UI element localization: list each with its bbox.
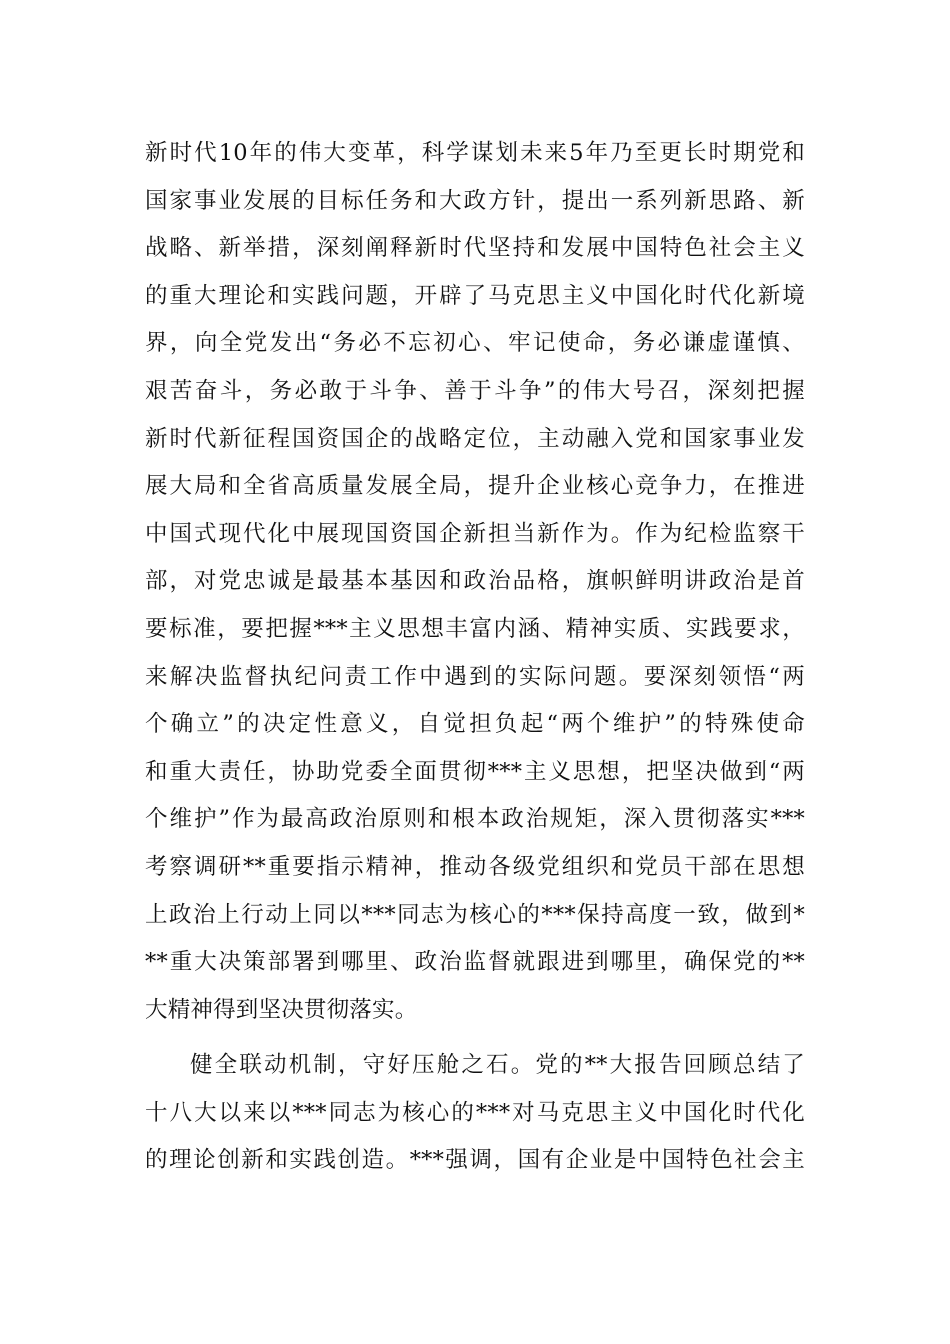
text-line: 国家事业发展的目标任务和大政方针，提出一系列新思路、新 [145, 187, 805, 214]
text-line: 上政治上行动上同以***同志为核心的***保持高度一致，做到* [145, 901, 805, 928]
text-line: 和重大责任，协助党委全面贯彻***主义思想，把坚决做到“两 [145, 758, 805, 785]
text-line: 的理论创新和实践创造。***强调，国有企业是中国特色社会主 [145, 1147, 805, 1174]
text-line: 十八大以来以***同志为核心的***对马克思主义中国化时代化 [145, 1099, 805, 1126]
text-line: 艰苦奋斗，务必敢于斗争、善于斗争”的伟大号召，深刻把握 [145, 377, 805, 404]
paragraph-1 [145, 130, 805, 1034]
text-line: 新时代新征程国资国企的战略定位，主动融入党和国家事业发 [145, 425, 805, 452]
text-line: 要标准，要把握***主义思想丰富内涵、精神实质、实践要求， [145, 615, 805, 642]
text-line: 战略、新举措，深刻阐释新时代坚持和发展中国特色社会主义 [145, 235, 805, 262]
text-line: 健全联动机制，守好压舱之石。党的**大报告回顾总结了 [190, 1052, 805, 1079]
text-line: 展大局和全省高质量发展全局，提升企业核心竞争力，在推进 [145, 473, 805, 500]
paragraph-gap [145, 1034, 805, 1042]
text-line: **重大决策部署到哪里、政治监督就跟进到哪里，确保党的** [145, 949, 805, 976]
text-line: 部，对党忠诚是最基本基因和政治品格，旗帜鲜明讲政治是首 [145, 568, 805, 595]
text-line: 的重大理论和实践问题，开辟了马克思主义中国化时代化新境 [145, 282, 805, 309]
text-line: 大精神得到坚决贯彻落实。 [145, 996, 418, 1023]
text-line: 考察调研**重要指示精神，推动各级党组织和党员干部在思想 [145, 853, 805, 880]
text-line: 中国式现代化中展现国资国企新担当新作为。作为纪检监察干 [145, 520, 805, 547]
paragraph-2 [145, 1042, 805, 1185]
text-line: 个维护”作为最高政治原则和根本政治规矩，深入贯彻落实*** [145, 806, 805, 833]
text-line: 来解决监督执纪问责工作中遇到的实际问题。要深刻领悟“两 [145, 663, 805, 690]
text-line: 新时代10年的伟大变革，科学谋划未来5年乃至更长时期党和 [145, 140, 805, 166]
text-line: 界，向全党发出“务必不忘初心、牢记使命，务必谦虚谨慎、 [145, 330, 805, 357]
text-line: 个确立”的决定性意义，自觉担负起“两个维护”的特殊使命 [145, 711, 805, 738]
document-body [145, 130, 805, 1185]
